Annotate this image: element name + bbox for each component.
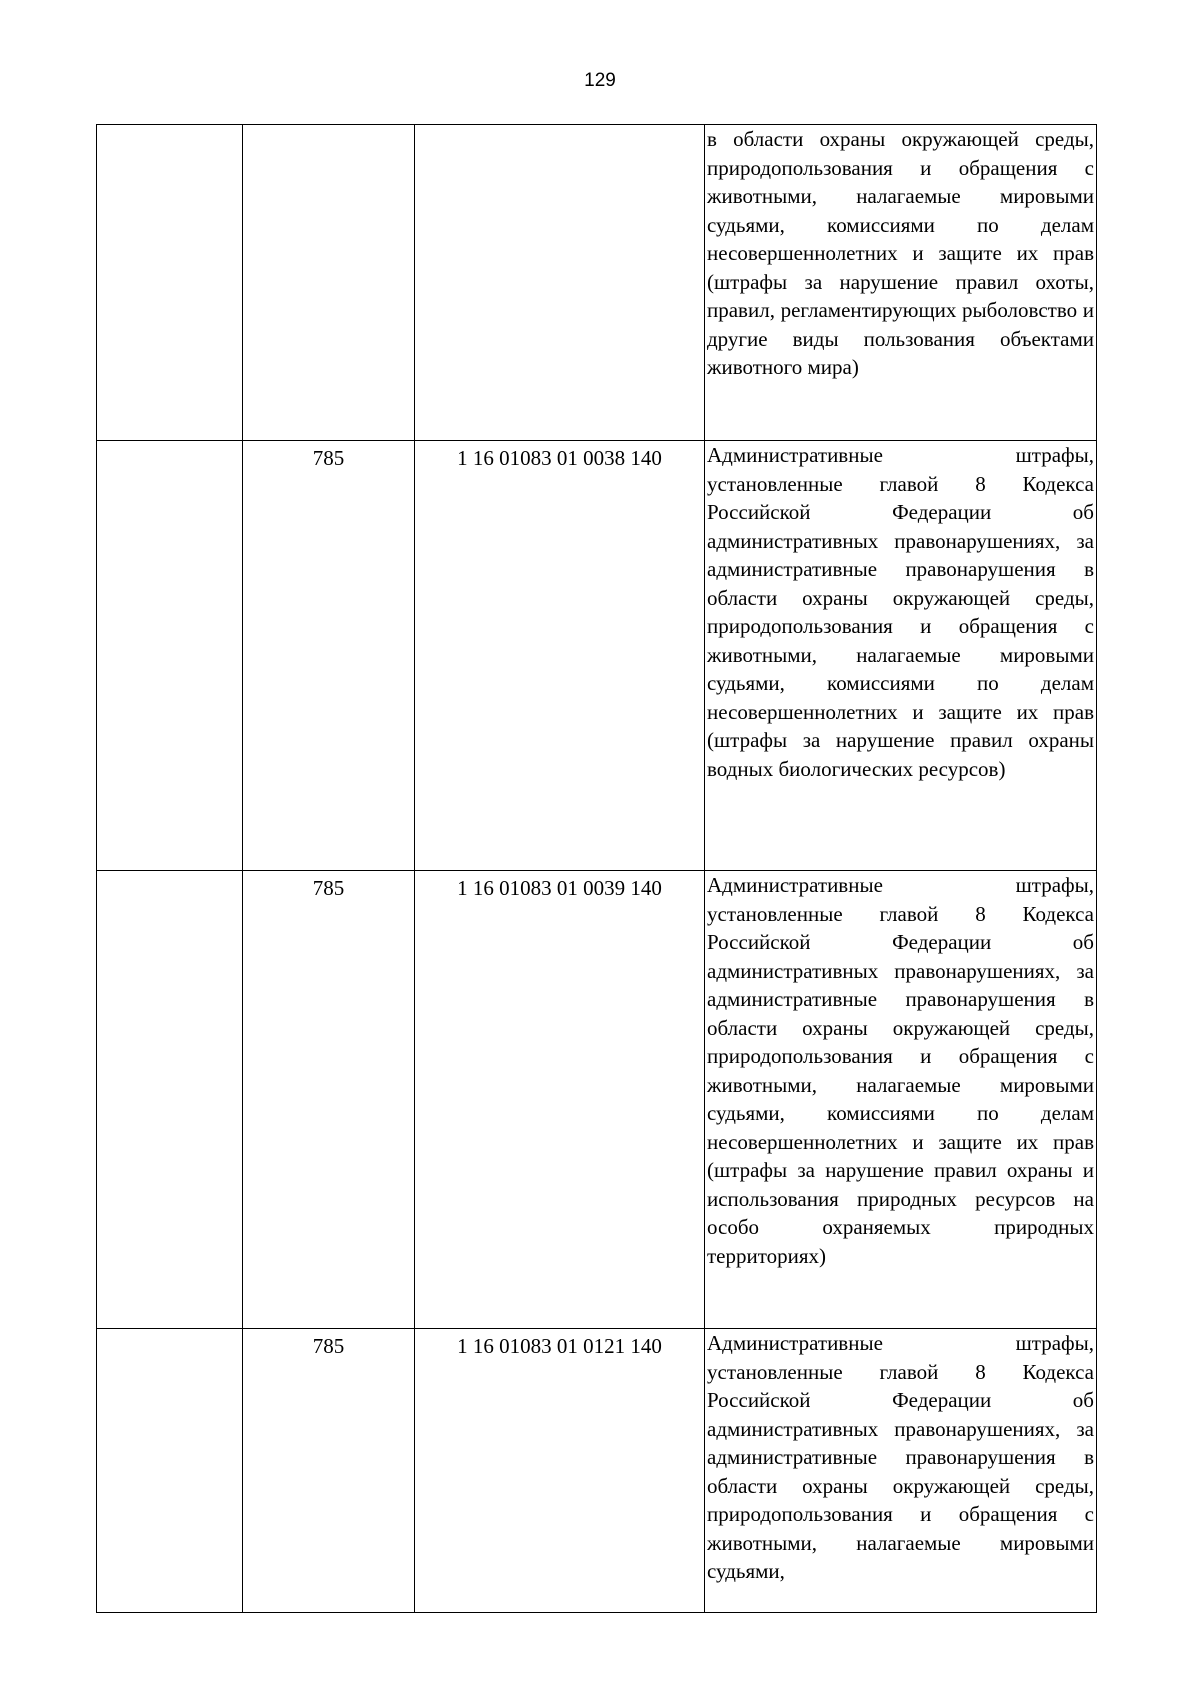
empty-cell — [97, 125, 243, 441]
description-cell: Административные штрафы, установленные главой 8 Кодекса Российской Федерации об административных правонарушениях, за административные правонарушения в области охраны окружающей среды, природопользования и обращения с животными, налагаемые мировыми судьями, — [705, 1329, 1097, 1613]
table-row — [97, 1329, 1097, 1613]
table-row — [97, 125, 1097, 441]
admin-code-cell: 785 — [243, 871, 415, 1329]
empty-cell — [97, 871, 243, 1329]
empty-cell — [97, 441, 243, 871]
table-row — [97, 441, 1097, 871]
kbk-code-cell: 1 16 01083 01 0121 140 — [415, 1329, 705, 1613]
kbk-code-cell: 1 16 01083 01 0038 140 — [415, 441, 705, 871]
empty-cell — [97, 1329, 243, 1613]
kbk-code-cell: 1 16 01083 01 0039 140 — [415, 871, 705, 1329]
kbk-code-cell — [415, 125, 705, 441]
description-cell: в области охраны окружающей среды, природопользования и обращения с животными, налагаемые мировыми судьями, комиссиями по делам несовершеннолетних и защите их прав (штрафы за нарушение правил охоты, правил, регламентирующих рыболовство и другие виды пользования объектами животного мира) — [705, 125, 1097, 441]
description-cell: Административные штрафы, установленные главой 8 Кодекса Российской Федерации об административных правонарушениях, за административные правонарушения в области охраны окружающей среды, природопользования и обращения с животными, налагаемые мировыми судьями, комиссиями по делам несовершеннолетних и защите их прав (штрафы за нарушение правил охраны и использования природных ресурсов на особо охраняемых природных территориях) — [705, 871, 1097, 1329]
description-cell: Административные штрафы, установленные главой 8 Кодекса Российской Федерации об административных правонарушениях, за административные правонарушения в области охраны окружающей среды, природопользования и обращения с животными, налагаемые мировыми судьями, комиссиями по делам несовершеннолетних и защите их прав (штрафы за нарушение правил охраны водных биологических ресурсов) — [705, 441, 1097, 871]
admin-code-cell: 785 — [243, 1329, 415, 1613]
admin-code-cell: 785 — [243, 441, 415, 871]
table-row — [97, 871, 1097, 1329]
page-number: 129 — [584, 70, 616, 91]
admin-code-cell — [243, 125, 415, 441]
budget-code-table — [96, 124, 1097, 1613]
